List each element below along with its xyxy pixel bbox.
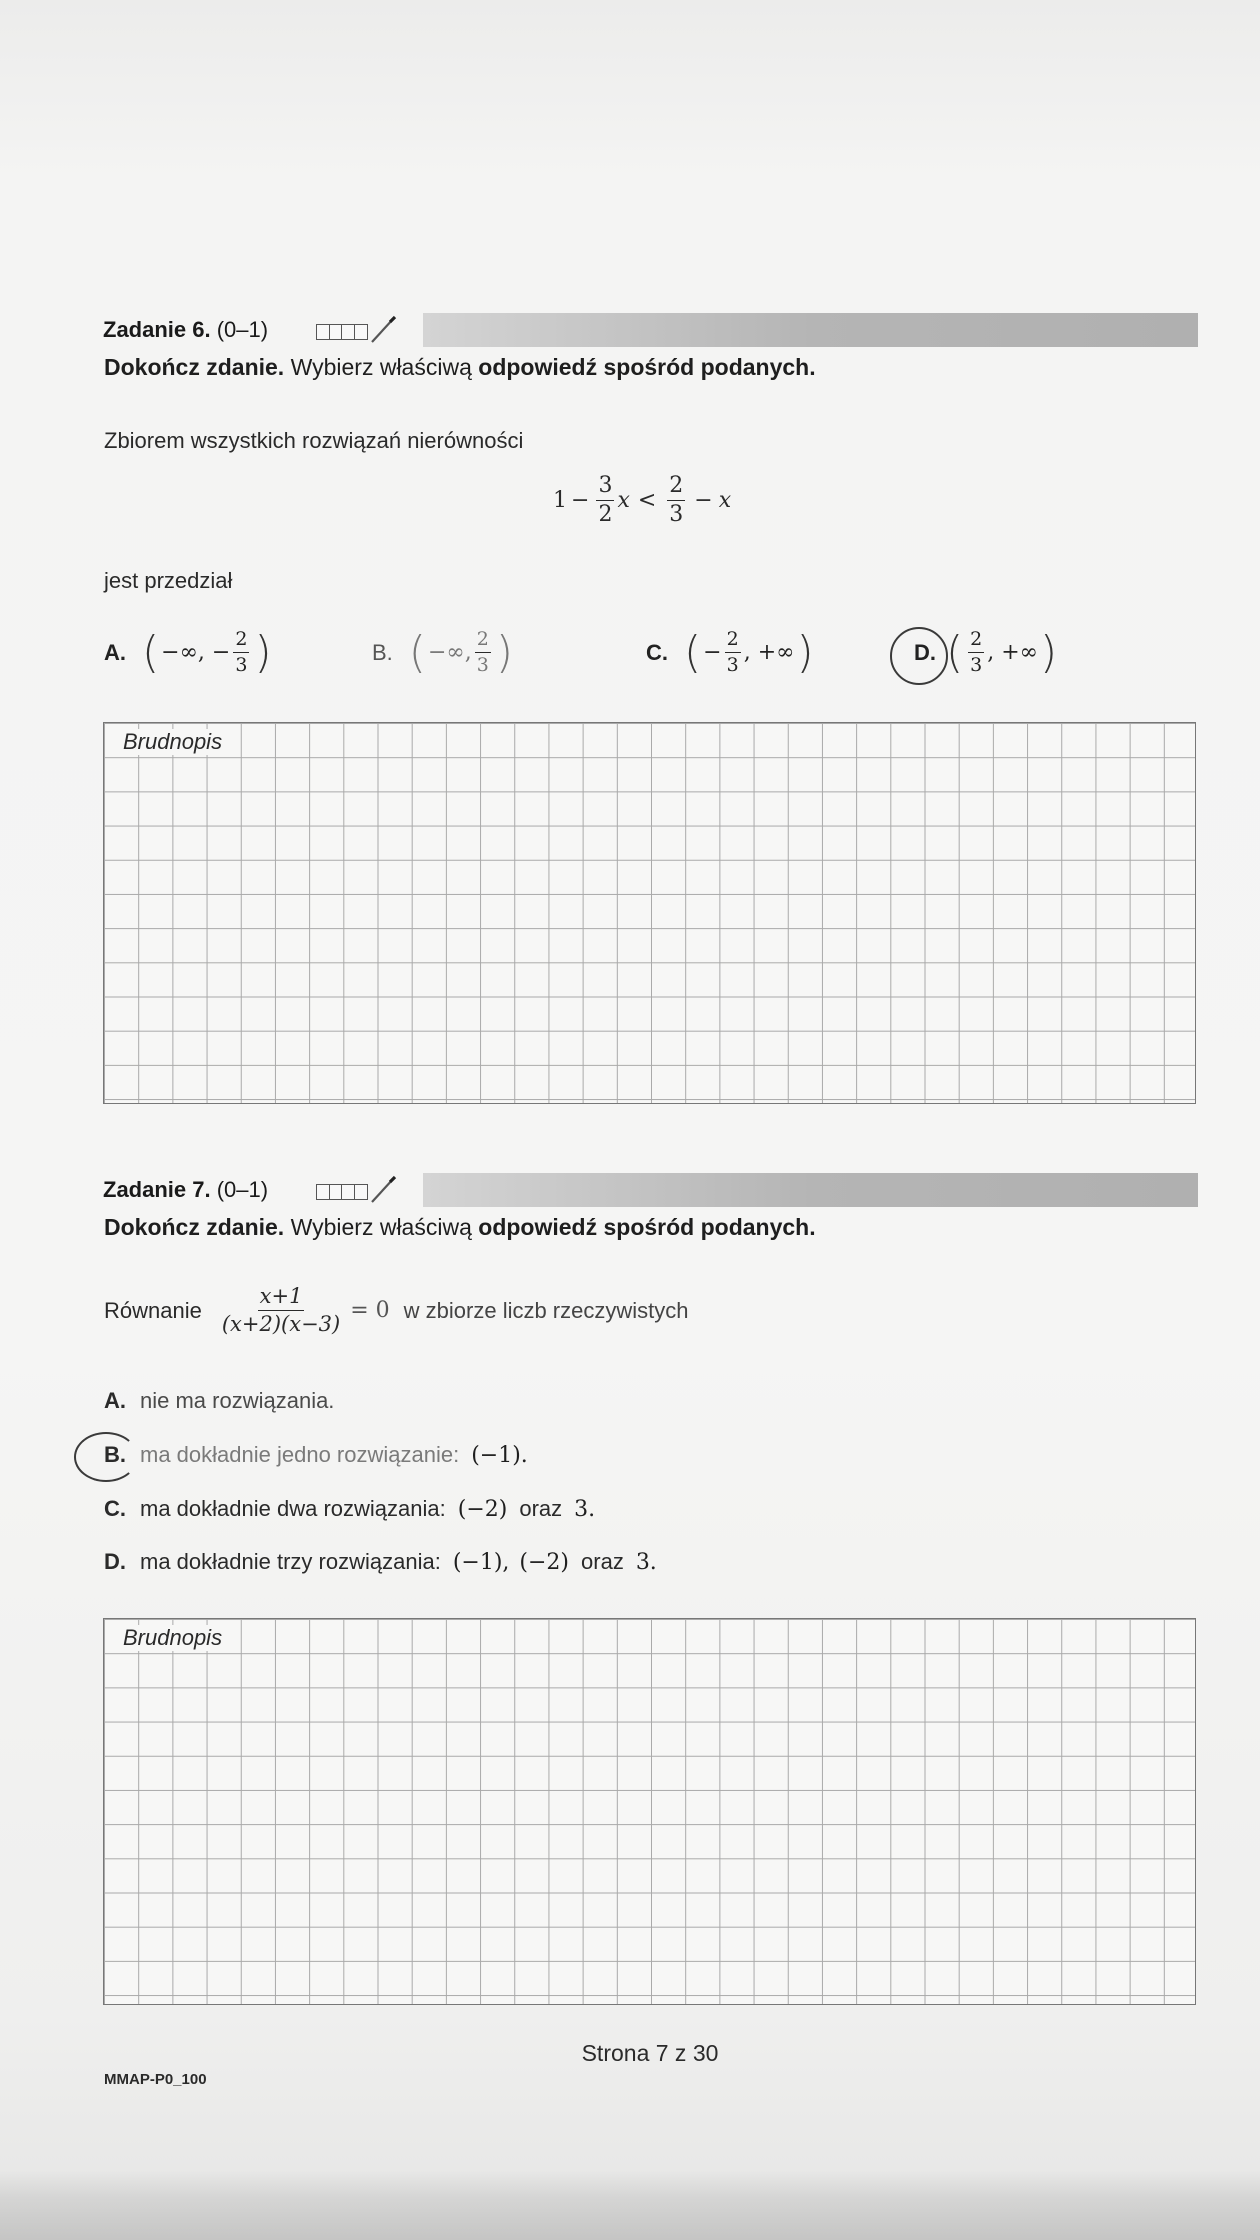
instruction-bold: Dokończ zdanie. [104,354,285,380]
task7-option-d[interactable] [104,1549,657,1575]
left-paren: ( [408,626,426,678]
task7-instruction [104,1214,816,1241]
page-bottom-shadow [0,2170,1260,2240]
fraction-numerator: 3 [596,475,614,501]
task6-option-a[interactable] [104,626,272,678]
exam-code: MMAP-P0_100 [104,2071,207,2088]
option-math: (−2) [457,1496,508,1522]
option-letter: A. [104,1388,126,1413]
right-paren: ) [1040,626,1058,678]
ineq-rhs-fraction [667,475,685,526]
instruction-normal: Wybierz właściwą [290,354,472,380]
stem-start: Równanie [104,1297,202,1323]
task7-score-boxes [316,1184,366,1200]
ineq-relation: < [637,488,657,513]
option-letter: B. [104,1442,126,1467]
task7-header [103,1173,1198,1207]
ineq-lhs-fraction [596,475,614,526]
task7-option-a[interactable] [104,1388,334,1414]
task7-option-c[interactable] [104,1496,595,1522]
left-paren: ( [946,626,964,678]
task7-title-number: Zadanie 7. [103,1177,211,1202]
right-paren: ) [495,626,513,678]
fraction-denominator: (x+2)(x−3) [221,1312,341,1336]
fraction-denominator: 3 [726,654,739,676]
left-paren: ( [684,626,702,678]
task6-title [103,317,268,343]
option-text: nie ma rozwiązania. [140,1388,335,1413]
right-paren: ) [796,626,814,678]
option-text: ma dokładnie dwa rozwiązania: [140,1496,446,1521]
instruction-bold: Dokończ zdanie. [104,1214,285,1240]
ineq-var: x [718,488,732,513]
task6-option-c[interactable] [646,626,814,678]
option-letter: D. [104,1549,126,1574]
pencil-icon [368,315,398,345]
scratch-label: Brudnopis [119,729,226,755]
fraction-denominator: 3 [235,654,248,676]
right-paren: ) [254,626,272,678]
option-math: 3. [574,1496,596,1522]
fraction-numerator: 2 [667,475,685,501]
task7-title [103,1177,268,1203]
fraction-denominator: 3 [669,502,684,527]
task6-instruction [104,354,816,381]
task6-title-points: (0–1) [216,317,269,342]
option-letter: C. [104,1496,126,1521]
option-text: ma dokładnie trzy rozwiązania: [140,1549,441,1574]
option-math: 3. [635,1549,657,1575]
option-text: oraz [519,1496,563,1521]
instruction-bold: odpowiedź spośród podanych. [478,1214,816,1240]
interval-start: −∞, [427,640,472,665]
task6-stem: Zbiorem wszystkich rozwiązań nierówności [104,428,524,453]
fraction-numerator: x+1 [258,1286,305,1311]
interval-end: , +∞ [987,640,1039,665]
interval-start: − [703,640,722,665]
task6-title-number: Zadanie 6. [103,317,211,342]
instruction-bold: odpowiedź spośród podanych. [478,354,816,380]
task7-header-bar [423,1173,1198,1207]
task7-stem [104,1286,689,1335]
task7-scratch-grid[interactable] [103,1618,1196,2005]
fraction-numerator: 2 [725,630,741,653]
fraction-numerator: 2 [233,630,249,653]
task6-header-bar [423,313,1198,347]
option-letter: D. [914,639,936,665]
option-math: (−1), [452,1549,510,1575]
option-interval [703,630,794,675]
task6-header [103,313,1198,347]
fraction-numerator: 2 [968,630,984,653]
interval-end: , +∞ [743,640,795,665]
equation-rhs: = 0 [350,1298,390,1323]
option-text: ma dokładnie jedno rozwiązanie: [140,1442,460,1467]
fraction-numerator: 2 [475,630,491,653]
stem-end: w zbiorze liczb rzeczywistych [403,1297,689,1323]
option-letter: B. [372,639,393,665]
fraction-denominator: 3 [476,654,489,676]
score-box [354,1184,368,1200]
task7-option-b[interactable] [104,1442,528,1468]
task6-inequality [553,475,731,526]
ineq-minus: − [694,488,713,513]
equation-fraction [220,1286,342,1335]
left-paren: ( [142,626,160,678]
task6-stem-end: jest przedział [104,568,233,593]
option-math: (−2) [519,1549,570,1575]
task7-title-points: (0–1) [216,1177,269,1202]
ineq-var: x [617,488,630,513]
task6-option-b[interactable] [372,626,513,678]
option-math: (−1). [471,1442,528,1468]
ineq-one: 1 [553,488,567,513]
task6-scratch-grid[interactable] [103,722,1196,1104]
page-number: Strona 7 z 30 [581,2040,719,2066]
scratch-label: Brudnopis [119,1625,226,1651]
instruction-normal: Wybierz właściwą [290,1214,472,1240]
option-text: oraz [581,1549,624,1574]
option-letter: A. [104,639,126,665]
score-box [354,324,368,340]
option-interval [428,630,494,675]
option-interval [965,630,1038,675]
fraction-denominator: 2 [598,502,613,527]
task6-option-d[interactable] [914,626,1058,678]
task6-score-boxes [316,324,366,340]
fraction-denominator: 3 [970,654,983,676]
option-letter: C. [646,639,668,665]
pencil-icon [368,1175,398,1205]
ineq-minus: − [571,488,590,513]
interval-start: −∞, − [161,640,231,665]
option-interval [161,630,252,675]
